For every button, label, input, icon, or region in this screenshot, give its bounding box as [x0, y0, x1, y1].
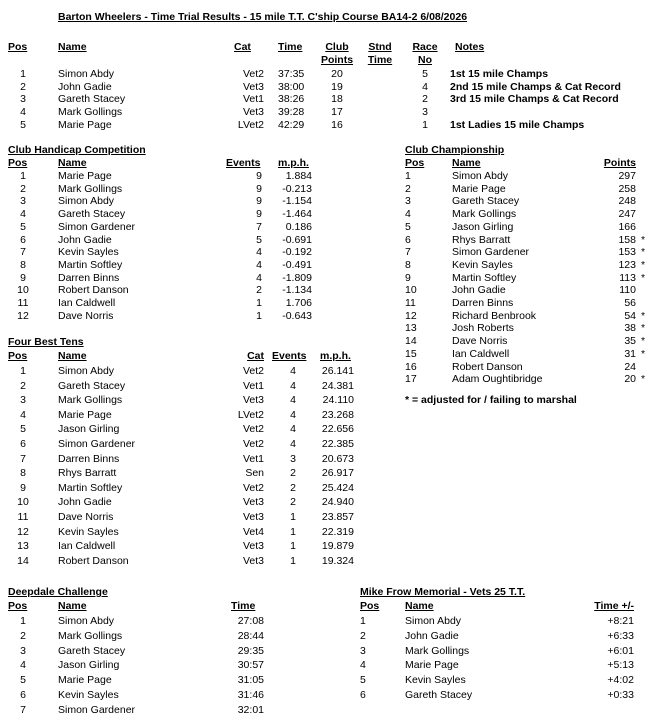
row-events: 5	[256, 234, 262, 246]
row-events: 7	[256, 221, 262, 233]
row-pos: 10	[405, 284, 417, 296]
row-points: 110	[619, 284, 636, 296]
row-name: Martin Softley	[452, 272, 517, 284]
best-tens-name-header: Name	[58, 350, 87, 362]
best-tens-mph-header: m.p.h.	[320, 350, 351, 362]
frow-time-header: Time +/-	[594, 600, 634, 612]
row-events: 1	[256, 310, 262, 322]
row-pos: 11	[17, 511, 29, 523]
row-pos: 5	[20, 119, 26, 131]
row-pos: 4	[360, 659, 366, 671]
col-name-header: Name	[58, 41, 87, 53]
row-points: 248	[618, 195, 636, 207]
row-pos: 2	[405, 183, 411, 195]
row-name: Dave Norris	[452, 335, 508, 347]
row-time: 38:00	[278, 81, 305, 93]
row-mph: 20.673	[321, 453, 354, 465]
row-pos: 3	[20, 645, 26, 657]
row-cat: Vet3	[242, 511, 264, 523]
handicap-events-header: Events	[226, 157, 261, 169]
row-mph: -0.643	[282, 310, 312, 322]
col-stnd-time-header: Time	[367, 54, 393, 66]
row-time-diff: +0:33	[607, 689, 634, 701]
row-cat: Vet1	[242, 380, 264, 392]
row-cat: Vet2	[242, 365, 264, 377]
row-pos: 5	[20, 674, 26, 686]
row-cat: Vet2	[242, 423, 264, 435]
row-pos: 13	[17, 540, 29, 552]
row-events: 9	[256, 170, 262, 182]
row-pos: 7	[20, 453, 26, 465]
row-race-no: 2	[422, 93, 428, 105]
row-events: 2	[256, 284, 262, 296]
row-time: 31:46	[237, 689, 264, 701]
row-points: 258	[618, 183, 636, 195]
deepdale-time-header: Time	[231, 600, 256, 612]
row-pos: 9	[20, 272, 26, 284]
row-name: Kevin Sayles	[58, 689, 119, 701]
row-pos: 7	[405, 246, 411, 258]
row-name: Gareth Stacey	[405, 689, 473, 701]
row-name: Simon Gardener	[58, 438, 136, 450]
row-name: Robert Danson	[58, 284, 129, 296]
row-pos: 7	[20, 246, 26, 258]
row-pos: 2	[20, 380, 26, 392]
championship-title: Club Championship	[405, 144, 505, 156]
row-cat: LVet2	[237, 119, 264, 131]
row-pos: 11	[17, 297, 29, 309]
row-club-points: 19	[331, 81, 343, 93]
row-mph: 23.268	[321, 409, 354, 421]
row-time-diff: +6:01	[607, 645, 634, 657]
deepdale-name-header: Name	[58, 600, 87, 612]
row-pos: 15	[405, 348, 417, 360]
row-name: Josh Roberts	[452, 322, 514, 334]
championship-pos-header: Pos	[405, 157, 425, 169]
row-cat: Vet3	[242, 106, 264, 118]
row-events: 2	[290, 482, 296, 494]
row-cat: Vet4	[242, 526, 264, 538]
row-name: Martin Softley	[58, 482, 123, 494]
row-pos: 1	[20, 365, 26, 377]
row-notes: 3rd 15 mile Champs & Cat Record	[450, 93, 619, 105]
best-tens-cat-header: Cat	[247, 350, 264, 362]
row-pos: 1	[20, 615, 26, 627]
row-name: Marie Page	[405, 659, 459, 671]
row-name: Simon Abdy	[405, 615, 462, 627]
row-pos: 1	[405, 170, 411, 182]
row-club-points: 17	[331, 106, 343, 118]
row-name: Richard Benbrook	[452, 310, 537, 322]
row-points: 113	[619, 272, 636, 284]
row-race-no: 5	[422, 68, 428, 80]
row-name: Robert Danson	[58, 555, 129, 567]
row-points: 24	[624, 361, 636, 373]
row-points: 38	[624, 322, 636, 334]
row-name: John Gadie	[58, 81, 112, 93]
row-points: 31	[624, 348, 636, 360]
row-name: Darren Binns	[58, 272, 120, 284]
row-points: 35	[624, 335, 636, 347]
col-pos-header: Pos	[8, 41, 28, 53]
deepdale-title: Deepdale Challenge	[8, 586, 108, 598]
row-pos: 8	[405, 259, 411, 271]
row-pos: 5	[360, 674, 366, 686]
row-mph: -0.213	[282, 183, 312, 195]
row-points: 20	[624, 373, 636, 385]
row-pos: 10	[17, 496, 29, 508]
row-pos: 8	[20, 259, 26, 271]
row-points: 123	[618, 259, 636, 271]
row-events: 1	[256, 297, 262, 309]
row-race-no: 1	[422, 119, 428, 131]
row-name: Ian Caldwell	[452, 348, 510, 360]
row-name: Marie Page	[58, 674, 112, 686]
row-events: 3	[290, 453, 296, 465]
handicap-pos-header: Pos	[8, 157, 28, 169]
row-name: Simon Abdy	[58, 365, 115, 377]
row-name: Simon Abdy	[452, 170, 509, 182]
championship-footnote: * = adjusted for / failing to marshal	[405, 394, 577, 406]
row-pos: 8	[20, 467, 26, 479]
row-pos: 1	[20, 170, 26, 182]
row-time: 42:29	[278, 119, 305, 131]
row-events: 4	[256, 272, 262, 284]
row-name: Darren Binns	[452, 297, 514, 309]
row-name: Simon Abdy	[58, 615, 115, 627]
row-pos: 1	[360, 615, 366, 627]
row-name: Simon Gardener	[58, 221, 136, 233]
row-mph: -1.809	[282, 272, 312, 284]
row-pos: 1	[20, 68, 26, 80]
row-pos: 2	[360, 630, 366, 642]
row-pos: 4	[20, 409, 26, 421]
row-name: Gareth Stacey	[58, 208, 126, 220]
row-name: Dave Norris	[58, 310, 114, 322]
row-marshal-mark: *	[641, 348, 646, 360]
row-cat: Vet3	[242, 394, 264, 406]
row-club-points: 18	[331, 93, 343, 105]
row-marshal-mark: *	[641, 246, 646, 258]
row-pos: 14	[17, 555, 29, 567]
row-marshal-mark: *	[641, 322, 646, 334]
row-notes: 2nd 15 mile Champs & Cat Record	[450, 81, 621, 93]
row-name: Mark Gollings	[452, 208, 517, 220]
row-name: Martin Softley	[58, 259, 123, 271]
row-events: 4	[290, 380, 296, 392]
row-mph: 19.879	[321, 540, 354, 552]
col-notes-header: Notes	[455, 41, 485, 53]
row-cat: Vet2	[242, 482, 264, 494]
row-events: 1	[290, 555, 296, 567]
row-marshal-mark: *	[641, 310, 646, 322]
row-time: 32:01	[237, 704, 264, 716]
row-name: Simon Gardener	[58, 704, 136, 716]
row-time: 31:05	[237, 674, 264, 686]
row-mph: -1.464	[282, 208, 312, 220]
row-pos: 12	[17, 526, 29, 538]
row-pos: 3	[405, 195, 411, 207]
row-marshal-mark: *	[641, 373, 646, 385]
row-club-points: 20	[331, 68, 343, 80]
frow-title: Mike Frow Memorial - Vets 25 T.T.	[360, 586, 526, 598]
row-mph: 24.381	[321, 380, 354, 392]
best-tens-events-header: Events	[272, 350, 307, 362]
row-pos: 13	[405, 322, 417, 334]
row-events: 4	[290, 394, 296, 406]
row-pos: 3	[20, 195, 26, 207]
row-events: 9	[256, 195, 262, 207]
row-mph: 22.319	[321, 526, 354, 538]
row-events: 4	[290, 409, 296, 421]
row-pos: 7	[20, 704, 26, 716]
row-time-diff: +6:33	[607, 630, 634, 642]
row-cat: Vet3	[242, 81, 264, 93]
row-time-diff: +4:02	[607, 674, 634, 686]
row-cat: Vet3	[242, 555, 264, 567]
row-name: John Gadie	[58, 496, 112, 508]
row-cat: Vet3	[242, 540, 264, 552]
row-mph: 1.884	[285, 170, 312, 182]
row-mph: 24.940	[321, 496, 354, 508]
row-pos: 12	[405, 310, 417, 322]
row-points: 247	[618, 208, 636, 220]
row-events: 9	[256, 183, 262, 195]
row-mph: -1.154	[282, 195, 312, 207]
row-time: 27:08	[237, 615, 264, 627]
row-events: 4	[290, 365, 296, 377]
row-cat: Vet1	[242, 93, 264, 105]
row-name: Marie Page	[58, 119, 112, 131]
row-name: Marie Page	[58, 170, 112, 182]
row-name: Darren Binns	[58, 453, 120, 465]
row-name: John Gadie	[58, 234, 112, 246]
best-tens-pos-header: Pos	[8, 350, 28, 362]
row-name: Kevin Sayles	[405, 674, 466, 686]
row-name: Simon Abdy	[58, 68, 115, 80]
row-events: 1	[290, 526, 296, 538]
row-name: John Gadie	[452, 284, 506, 296]
row-name: Adam Oughtibridge	[452, 373, 543, 385]
row-events: 4	[290, 423, 296, 435]
row-name: Robert Danson	[452, 361, 523, 373]
row-name: Dave Norris	[58, 511, 114, 523]
row-events: 2	[290, 467, 296, 479]
row-name: Mark Gollings	[58, 394, 123, 406]
row-mph: 24.110	[322, 394, 354, 406]
row-cat: Vet3	[242, 496, 264, 508]
row-events: 4	[290, 438, 296, 450]
row-pos: 14	[405, 335, 417, 347]
row-mph: -0.192	[282, 246, 312, 258]
row-pos: 12	[17, 310, 29, 322]
row-time: 29:35	[237, 645, 264, 657]
row-name: Jason Girling	[58, 423, 120, 435]
handicap-mph-header: m.p.h.	[278, 157, 309, 169]
row-marshal-mark: *	[641, 335, 646, 347]
row-name: Marie Page	[58, 409, 112, 421]
row-pos: 6	[360, 689, 366, 701]
row-pos: 17	[405, 373, 417, 385]
row-mph: -0.491	[282, 259, 312, 271]
row-pos: 4	[405, 208, 411, 220]
row-pos: 6	[20, 234, 26, 246]
row-notes: 1st 15 mile Champs	[450, 68, 549, 80]
row-name: John Gadie	[405, 630, 459, 642]
row-pos: 3	[360, 645, 366, 657]
row-time-diff: +5:13	[607, 659, 634, 671]
row-name: Ian Caldwell	[58, 540, 116, 552]
row-pos: 6	[20, 438, 26, 450]
row-name: Gareth Stacey	[452, 195, 520, 207]
handicap-title: Club Handicap Competition	[8, 144, 146, 156]
row-mph: 25.424	[321, 482, 354, 494]
row-pos: 4	[20, 106, 26, 118]
row-name: Kevin Sayles	[58, 526, 119, 538]
row-pos: 3	[20, 394, 26, 406]
row-cat: LVet2	[237, 409, 264, 421]
row-cat: Sen	[245, 467, 264, 479]
row-mph: 19.324	[321, 555, 354, 567]
row-points: 297	[618, 170, 636, 182]
row-name: Gareth Stacey	[58, 645, 126, 657]
col-stnd-header: Stnd	[368, 41, 392, 53]
handicap-name-header: Name	[58, 157, 87, 169]
row-name: Mark Gollings	[405, 645, 470, 657]
row-marshal-mark: *	[641, 234, 646, 246]
row-mph: -0.691	[282, 234, 312, 246]
row-marshal-mark: *	[641, 272, 646, 284]
row-events: 4	[256, 259, 262, 271]
row-mph: 1.706	[285, 297, 312, 309]
row-name: Gareth Stacey	[58, 380, 126, 392]
frow-pos-header: Pos	[360, 600, 380, 612]
row-name: Mark Gollings	[58, 630, 123, 642]
row-pos: 5	[20, 423, 26, 435]
row-events: 4	[256, 246, 262, 258]
row-pos: 16	[405, 361, 417, 373]
row-time: 38:26	[278, 93, 305, 105]
row-time: 39:28	[278, 106, 305, 118]
row-name: Marie Page	[452, 183, 506, 195]
row-mph: 22.656	[321, 423, 354, 435]
row-points: 54	[624, 310, 636, 322]
row-time: 30:57	[237, 659, 264, 671]
row-name: Mark Gollings	[58, 106, 123, 118]
page-title: Barton Wheelers - Time Trial Results - 15 mile T.T. C'ship Course BA14-2 6/08/2026	[58, 11, 468, 23]
row-cat: Vet2	[242, 438, 264, 450]
row-name: Rhys Barratt	[58, 467, 117, 479]
row-pos: 6	[405, 234, 411, 246]
row-time: 28:44	[237, 630, 264, 642]
frow-name-header: Name	[405, 600, 434, 612]
row-pos: 2	[20, 81, 26, 93]
row-name: Simon Abdy	[58, 195, 115, 207]
row-pos: 4	[20, 659, 26, 671]
row-mph: 26.141	[321, 365, 354, 377]
col-club-header: Club	[325, 41, 349, 53]
row-pos: 10	[17, 284, 29, 296]
row-name: Jason Girling	[58, 659, 120, 671]
row-points: 153	[618, 246, 636, 258]
row-race-no: 3	[422, 106, 428, 118]
row-name: Rhys Barratt	[452, 234, 511, 246]
row-race-no: 4	[422, 81, 428, 93]
row-points: 56	[624, 297, 636, 309]
row-pos: 2	[20, 183, 26, 195]
championship-points-header: Points	[603, 157, 636, 169]
row-marshal-mark: *	[641, 259, 646, 271]
row-name: Kevin Sayles	[58, 246, 119, 258]
row-pos: 9	[405, 272, 411, 284]
row-pos: 6	[20, 689, 26, 701]
row-pos: 11	[405, 297, 416, 309]
col-points-header: Points	[320, 54, 354, 66]
row-mph: 23.857	[321, 511, 354, 523]
row-cat: Vet2	[242, 68, 264, 80]
col-race-no-header: No	[418, 54, 432, 66]
row-pos: 2	[20, 630, 26, 642]
row-pos: 4	[20, 208, 26, 220]
row-pos: 3	[20, 93, 26, 105]
row-time: 37:35	[278, 68, 305, 80]
best-tens-title: Four Best Tens	[8, 336, 84, 348]
row-pos: 9	[20, 482, 26, 494]
row-events: 9	[256, 208, 262, 220]
row-mph: 0.186	[285, 221, 312, 233]
row-name: Ian Caldwell	[58, 297, 116, 309]
row-name: Gareth Stacey	[58, 93, 126, 105]
row-time-diff: +8:21	[607, 615, 634, 627]
row-club-points: 16	[331, 119, 343, 131]
row-name: Mark Gollings	[58, 183, 123, 195]
col-cat-header: Cat	[234, 41, 251, 53]
row-mph: -1.134	[282, 284, 312, 296]
row-notes: 1st Ladies 15 mile Champs	[450, 119, 585, 131]
row-name: Kevin Sayles	[452, 259, 513, 271]
row-points: 158	[618, 234, 636, 246]
row-pos: 5	[20, 221, 26, 233]
row-cat: Vet1	[242, 453, 264, 465]
row-events: 2	[290, 496, 296, 508]
row-events: 1	[290, 540, 296, 552]
row-events: 1	[290, 511, 296, 523]
col-time-header: Time	[278, 41, 303, 53]
deepdale-pos-header: Pos	[8, 600, 28, 612]
row-pos: 5	[405, 221, 411, 233]
row-mph: 22.385	[321, 438, 354, 450]
row-name: Jason Girling	[452, 221, 514, 233]
row-mph: 26.917	[321, 467, 354, 479]
row-name: Simon Gardener	[452, 246, 530, 258]
championship-name-header: Name	[452, 157, 481, 169]
row-points: 166	[618, 221, 636, 233]
col-race-header: Race	[412, 41, 438, 53]
